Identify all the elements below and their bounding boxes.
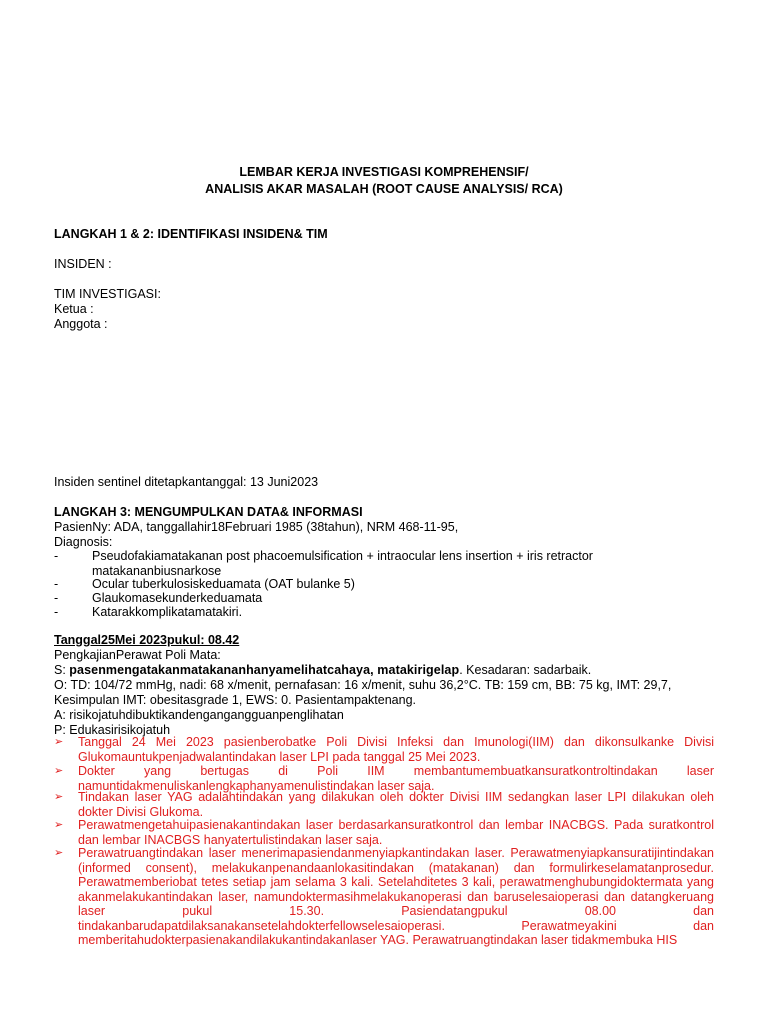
note-item	[54, 764, 714, 793]
diagnosis-item	[54, 549, 714, 578]
arrow-bullet-icon: ➢	[54, 791, 64, 803]
diagnosis-text: Ocular tuberkulosiskeduamata (OAT bulanke 5)	[92, 577, 355, 591]
ketua-label: Ketua :	[54, 302, 94, 316]
patient-info: PasienNy: ADA, tanggallahir18Februari 1985 (38tahun), NRM 468-11-95,	[54, 520, 459, 534]
assessment-line: A: risikojatuhdibuktikandengangangguanpenglihatan	[54, 708, 344, 722]
arrow-bullet-icon: ➢	[54, 736, 64, 748]
dash-marker: -	[54, 605, 59, 619]
dash-marker: -	[54, 549, 59, 563]
plan-line: P: Edukasirisikojatuh	[54, 723, 171, 737]
dash-marker: -	[54, 591, 59, 605]
diagnosis-text: Glaukomasekunderkeduamata	[92, 591, 263, 605]
diagnosis-text: Katarakkomplikatamatakiri.	[92, 605, 243, 619]
insiden-label: INSIDEN :	[54, 257, 112, 271]
objective-line-1: O: TD: 104/72 mmHg, nadi: 68 x/menit, pernafasan: 16 x/menit, suhu 36,2°C. TB: 159 cm, BB: 75 kg, IMT: 29,7,	[54, 678, 672, 692]
note-text: Dokter yang bertugas di Poli IIM membantumembuatkansuratkontroltindakan laser namuntidakmenuliskanlengkaphanyamenulistindakan laser saja.	[78, 764, 714, 793]
assessment-label: PengkajianPerawat Poli Mata:	[54, 648, 221, 662]
diagnosis-item	[54, 577, 714, 592]
subjective-line	[54, 663, 591, 678]
note-item	[54, 846, 714, 948]
note-text: Perawatmengetahuipasienakantindakan laser berdasarkansuratkontrol dan lembar INACBGS. Pada suratkontrol dan lembar INACBGS hanyatertulistindakan laser saja.	[78, 818, 714, 847]
step-3-heading: LANGKAH 3: MENGUMPULKAN DATA& INFORMASI	[54, 505, 363, 519]
document-title-line-2: ANALISIS AKAR MASALAH (ROOT CAUSE ANALYSIS/ RCA)	[205, 182, 563, 196]
subjective-text: pasenmengatakanmatakananhanyamelihatcahaya, matakirigelap	[69, 663, 460, 677]
diagnosis-text: Pseudofakiamatakanan post phacoemulsification + intraocular lens insertion + iris retractor matakananbiusnarkose	[92, 549, 593, 578]
arrow-bullet-icon: ➢	[54, 819, 64, 831]
diagnosis-label: Diagnosis:	[54, 535, 113, 549]
dash-marker: -	[54, 577, 59, 591]
note-text: Perawatruangtindakan laser menerimapasiendanmenyiapkantindakan laser. Perawatmenyiapkansuratijintindakan (informed consent), melakukanpenandaanlokasitindakan (matakanan) dan formulirkeselamatanprosedur. Perawatmemberiobat tetes setiap jam selama 3 kali. Setelahditetes 3 kali, perawatmenghubungidoktermata yang akanmelakukantindakan laser, namundoktermasihmelakukanoperasi dan baruselesaioperasi dan datangkeruang laser pukul 15.30. Pasiendatangpukul 08.00 dan tindakanbarudapatdilaksanakansetelahdokterfellowselesaioperasi. Perawatmeyakini dan memberitahudokterpasienakandilakukantindakanlaser YAG. Perawatruangtindakan laser tidakmembuka HIS	[78, 846, 714, 947]
note-item	[54, 790, 714, 819]
document-title-line-1: LEMBAR KERJA INVESTIGASI KOMPREHENSIF/	[239, 165, 529, 179]
note-text: Tanggal 24 Mei 2023 pasienberobatke Poli Divisi Infeksi dan Imunologi(IIM) dan dikonsulkanke Divisi Glukomauntukpenjadwalantindakan laser LPI pada tanggal 25 Mei 2023.	[78, 735, 714, 764]
note-item	[54, 735, 714, 764]
note-text: Tindakan laser YAG adalahtindakan yang dilakukan oleh dokter Divisi IIM sedangkan laser LPI dilakukan oleh dokter Divisi Glukoma.	[78, 790, 714, 819]
arrow-bullet-icon: ➢	[54, 847, 64, 859]
subjective-suffix: . Kesadaran: sadarbaik.	[459, 663, 592, 677]
step-1-2-heading: LANGKAH 1 & 2: IDENTIFIKASI INSIDEN& TIM	[54, 227, 328, 241]
objective-line-2: Kesimpulan IMT: obesitasgrade 1, EWS: 0. Pasientampaktenang.	[54, 693, 416, 707]
tim-investigasi-label: TIM INVESTIGASI:	[54, 287, 161, 301]
anggota-label: Anggota :	[54, 317, 108, 331]
note-item	[54, 818, 714, 847]
sentinel-date: Insiden sentinel ditetapkantanggal: 13 Juni2023	[54, 475, 319, 489]
diagnosis-item	[54, 605, 714, 620]
entry-date: Tanggal25Mei 2023pukul: 08.42	[54, 633, 240, 647]
subjective-prefix: S:	[54, 663, 70, 677]
diagnosis-item	[54, 591, 714, 606]
arrow-bullet-icon: ➢	[54, 765, 64, 777]
